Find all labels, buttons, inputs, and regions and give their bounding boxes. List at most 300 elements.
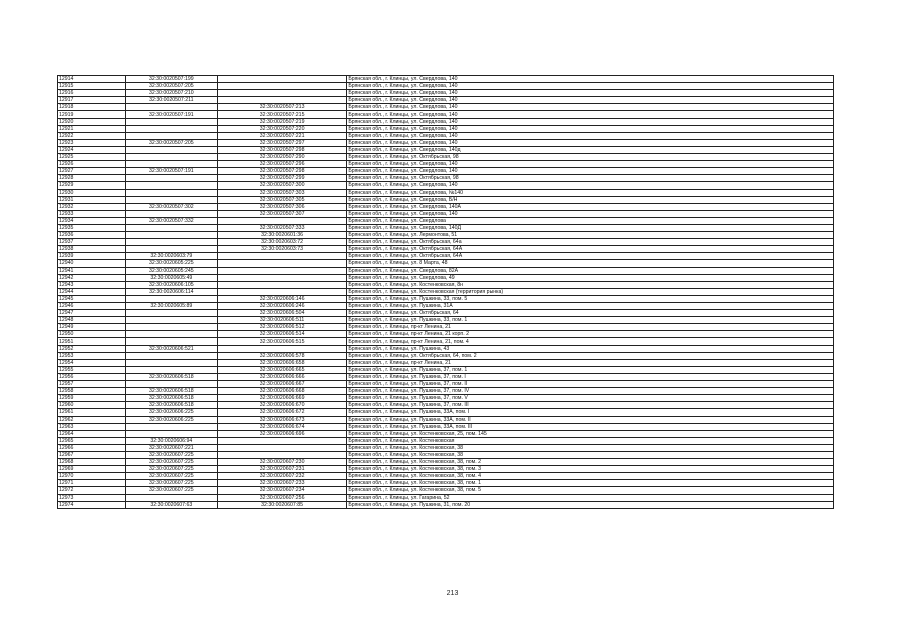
address-cell: Брянская обл., г. Клинцы, ул. Пушкина, 37, пом. V [347, 395, 834, 402]
land-cadastral-number-cell [125, 232, 217, 239]
address-cell: Брянская обл., г. Клинцы, ул. Свердлова, 140 [347, 104, 834, 111]
land-cadastral-number-cell [125, 246, 217, 253]
address-cell: Брянская обл., г. Клинцы, ул. Пушкина, 33А, пом. III [347, 423, 834, 430]
table-row [58, 480, 834, 487]
object-cadastral-number-cell [217, 83, 347, 90]
object-cadastral-number-cell: 32:30:0020507:303 [217, 189, 347, 196]
table-row [58, 373, 834, 380]
land-cadastral-number-cell: 32:30:0020607:225 [125, 459, 217, 466]
row-number-cell: 12921 [58, 125, 126, 132]
row-number-cell: 12931 [58, 196, 126, 203]
row-number-cell: 12965 [58, 437, 126, 444]
row-number-cell: 12915 [58, 83, 126, 90]
land-cadastral-number-cell [125, 224, 217, 231]
object-cadastral-number-cell: 32:30:0020507:333 [217, 224, 347, 231]
land-cadastral-number-cell: 32:30:0020507:205 [125, 83, 217, 90]
land-cadastral-number-cell [125, 182, 217, 189]
object-cadastral-number-cell: 32:30:0020606:668 [217, 388, 347, 395]
object-cadastral-number-cell: 32:30:0020606:512 [217, 324, 347, 331]
land-cadastral-number-cell [125, 331, 217, 338]
row-number-cell: 12972 [58, 487, 126, 494]
object-cadastral-number-cell: 32:30:0020601:36 [217, 232, 347, 239]
table-row [58, 203, 834, 210]
address-cell: Брянская обл., г. Клинцы, ул. Свердлова, 140 [347, 139, 834, 146]
address-cell: Брянская обл., г. Клинцы, ул. Свердлова, 140 [347, 90, 834, 97]
table-row [58, 189, 834, 196]
address-cell: Брянская обл., г. Клинцы, ул. Свердлова, №140 [347, 189, 834, 196]
object-cadastral-number-cell: 32:30:0020507:299 [217, 175, 347, 182]
address-cell: Брянская обл., г. Клинцы, ул. Пушкина, 37, пом. II [347, 381, 834, 388]
address-cell: Брянская обл., г. Клинцы, ул. Пушкина, 37, пом. 1 [347, 366, 834, 373]
table-row [58, 274, 834, 281]
row-number-cell: 12956 [58, 373, 126, 380]
address-cell: Брянская обл., г. Клинцы, ул. Свердлова, 140 [347, 125, 834, 132]
land-cadastral-number-cell [125, 146, 217, 153]
address-cell: Брянская обл., г. Клинцы, ул. Свердлова, 140 [347, 182, 834, 189]
table-row [58, 260, 834, 267]
table-row [58, 473, 834, 480]
address-cell: Брянская обл., г. Клинцы, ул. Свердлова, 140 [347, 118, 834, 125]
object-cadastral-number-cell: 32:30:0020606:672 [217, 409, 347, 416]
table-row [58, 182, 834, 189]
table-row [58, 239, 834, 246]
land-cadastral-number-cell: 32:30:0020606:518 [125, 388, 217, 395]
table-row [58, 288, 834, 295]
table-row [58, 423, 834, 430]
address-cell: Брянская обл., г. Клинцы, ул. Свердлова, 49 [347, 274, 834, 281]
row-number-cell: 12960 [58, 402, 126, 409]
address-cell: Брянская обл., г. Клинцы, ул. Костенковская, 25, пом. 145 [347, 430, 834, 437]
land-cadastral-number-cell [125, 317, 217, 324]
address-cell: Брянская обл., г. Клинцы, ул. Октябрьская, 64а [347, 239, 834, 246]
registry-table-body [58, 76, 834, 509]
land-cadastral-number-cell: 32:30:0020607:221 [125, 444, 217, 451]
address-cell: Брянская обл., г. Клинцы, ул. Пушкина, 33, пом. 5 [347, 295, 834, 302]
object-cadastral-number-cell: 32:30:0020507:307 [217, 210, 347, 217]
row-number-cell: 12932 [58, 203, 126, 210]
row-number-cell: 12926 [58, 161, 126, 168]
object-cadastral-number-cell: 32:30:0020607:232 [217, 473, 347, 480]
row-number-cell: 12967 [58, 451, 126, 458]
table-row [58, 161, 834, 168]
land-cadastral-number-cell [125, 352, 217, 359]
address-cell: Брянская обл., г. Клинцы, ул. Пушкина, 33А, пом. I [347, 409, 834, 416]
row-number-cell: 12929 [58, 182, 126, 189]
land-cadastral-number-cell: 32:30:0020607:63 [125, 501, 217, 508]
row-number-cell: 12919 [58, 111, 126, 118]
land-cadastral-number-cell: 32:30:0020607:225 [125, 451, 217, 458]
address-cell: Брянская обл., г. Клинцы, ул. Свердлова, Б/Н [347, 196, 834, 203]
address-cell: Брянская обл., г. Клинцы, ул. Костенковская, 38, пом. 5 [347, 487, 834, 494]
object-cadastral-number-cell: 32:30:0020507:219 [217, 118, 347, 125]
table-row [58, 118, 834, 125]
land-cadastral-number-cell [125, 310, 217, 317]
object-cadastral-number-cell: 32:30:0020507:305 [217, 196, 347, 203]
page-number: 213 [446, 590, 459, 597]
object-cadastral-number-cell: 32:30:0020507:290 [217, 154, 347, 161]
land-cadastral-number-cell: 32:30:0020606:94 [125, 437, 217, 444]
table-row [58, 146, 834, 153]
row-number-cell: 12920 [58, 118, 126, 125]
row-number-cell: 12950 [58, 331, 126, 338]
address-cell: Брянская обл., г. Клинцы, ул. Октябрьская, 64А [347, 246, 834, 253]
address-cell: Брянская обл., г. Клинцы, ул. Свердлова, 140 [347, 168, 834, 175]
address-cell: Брянская обл., г. Клинцы, ул. Пушкина, 31А [347, 303, 834, 310]
table-row [58, 402, 834, 409]
table-row [58, 430, 834, 437]
land-cadastral-number-cell: 32:30:0020606:518 [125, 402, 217, 409]
address-cell: Брянская обл., г. Клинцы, пр-кт Ленина, 21, пом. 4 [347, 338, 834, 345]
land-cadastral-number-cell [125, 430, 217, 437]
row-number-cell: 12946 [58, 303, 126, 310]
object-cadastral-number-cell [217, 97, 347, 104]
address-cell: Брянская обл., г. Клинцы, ул. Пушкина, 37, пом. IV [347, 388, 834, 395]
land-cadastral-number-cell: 32:30:0020507:302 [125, 203, 217, 210]
object-cadastral-number-cell: 32:30:0020606:665 [217, 366, 347, 373]
address-cell: Брянская обл., г. Клинцы, ул. Костенковская (территория рынка) [347, 288, 834, 295]
table-row [58, 196, 834, 203]
address-cell: Брянская обл., г. Клинцы, ул. Костенковская, 38, пом. 3 [347, 466, 834, 473]
table-row [58, 111, 834, 118]
object-cadastral-number-cell [217, 90, 347, 97]
land-cadastral-number-cell: 32:30:0020507:199 [125, 76, 217, 83]
table-row [58, 253, 834, 260]
row-number-cell: 12973 [58, 494, 126, 501]
land-cadastral-number-cell: 32:30:0020605:89 [125, 303, 217, 310]
row-number-cell: 12935 [58, 224, 126, 231]
address-cell: Брянская обл., г. Клинцы, ул. Пушкина, 33А, пом. II [347, 416, 834, 423]
table-row [58, 217, 834, 224]
address-cell: Брянская обл., г. Клинцы, ул. Свердлова, 82А [347, 267, 834, 274]
row-number-cell: 12971 [58, 480, 126, 487]
row-number-cell: 12951 [58, 338, 126, 345]
row-number-cell: 12937 [58, 239, 126, 246]
object-cadastral-number-cell: 32:30:0020606:696 [217, 430, 347, 437]
table-row [58, 175, 834, 182]
land-cadastral-number-cell [125, 423, 217, 430]
row-number-cell: 12963 [58, 423, 126, 430]
object-cadastral-number-cell [217, 76, 347, 83]
row-number-cell: 12934 [58, 217, 126, 224]
table-row [58, 324, 834, 331]
table-row [58, 501, 834, 508]
address-cell: Брянская обл., г. Клинцы, ул. Пушкина, 37, пом. I [347, 373, 834, 380]
object-cadastral-number-cell: 32:30:0020606:146 [217, 295, 347, 302]
object-cadastral-number-cell: 32:30:0020606:673 [217, 416, 347, 423]
table-row [58, 125, 834, 132]
land-cadastral-number-cell [125, 154, 217, 161]
row-number-cell: 12964 [58, 430, 126, 437]
row-number-cell: 12957 [58, 381, 126, 388]
row-number-cell: 12962 [58, 416, 126, 423]
object-cadastral-number-cell: 32:30:0020507:297 [217, 139, 347, 146]
land-cadastral-number-cell: 32:30:0020606:105 [125, 281, 217, 288]
address-cell: Брянская обл., г. Клинцы, ул. Костенковская, 38, пом. 2 [347, 459, 834, 466]
address-cell: Брянская обл., г. Клинцы, ул. Свердлова, 140 [347, 111, 834, 118]
row-number-cell: 12958 [58, 388, 126, 395]
row-number-cell: 12952 [58, 345, 126, 352]
row-number-cell: 12938 [58, 246, 126, 253]
land-cadastral-number-cell [125, 196, 217, 203]
object-cadastral-number-cell: 32:30:0020606:511 [217, 317, 347, 324]
table-row [58, 345, 834, 352]
row-number-cell: 12947 [58, 310, 126, 317]
object-cadastral-number-cell [217, 217, 347, 224]
object-cadastral-number-cell: 32:30:0020606:514 [217, 331, 347, 338]
table-row [58, 97, 834, 104]
table-row [58, 232, 834, 239]
table-row [58, 338, 834, 345]
object-cadastral-number-cell: 32:30:0020607:85 [217, 501, 347, 508]
land-cadastral-number-cell: 32:30:0020606:521 [125, 345, 217, 352]
table-row [58, 388, 834, 395]
row-number-cell: 12942 [58, 274, 126, 281]
land-cadastral-number-cell: 32:30:0020605:225 [125, 260, 217, 267]
object-cadastral-number-cell: 32:30:0020607:233 [217, 480, 347, 487]
table-row [58, 139, 834, 146]
row-number-cell: 12916 [58, 90, 126, 97]
land-cadastral-number-cell [125, 118, 217, 125]
table-row [58, 451, 834, 458]
row-number-cell: 12930 [58, 189, 126, 196]
address-cell: Брянская обл., г. Клинцы, ул. Свердлова, 140Д [347, 224, 834, 231]
table-row [58, 409, 834, 416]
object-cadastral-number-cell: 32:30:0020606:578 [217, 352, 347, 359]
address-cell: Брянская обл., г. Клинцы, ул. Лермонтова, 51 [347, 232, 834, 239]
table-row [58, 437, 834, 444]
object-cadastral-number-cell [217, 444, 347, 451]
table-row [58, 381, 834, 388]
land-cadastral-number-cell: 32:30:0020606:225 [125, 416, 217, 423]
address-cell: Брянская обл., г. Клинцы, ул. Пушкина, 31, пом. 20 [347, 501, 834, 508]
row-number-cell: 12949 [58, 324, 126, 331]
land-cadastral-number-cell: 32:30:0020607:225 [125, 487, 217, 494]
table-row [58, 352, 834, 359]
table-row [58, 331, 834, 338]
land-cadastral-number-cell: 32:30:0020605:245 [125, 267, 217, 274]
table-row [58, 459, 834, 466]
object-cadastral-number-cell: 32:30:0020606:666 [217, 373, 347, 380]
land-cadastral-number-cell [125, 324, 217, 331]
row-number-cell: 12936 [58, 232, 126, 239]
address-cell: Брянская обл., г. Клинцы, ул. Костенковская, 8н [347, 281, 834, 288]
table-row [58, 494, 834, 501]
table-row [58, 317, 834, 324]
address-cell: Брянская обл., г. Клинцы, ул. Пушкина, 43 [347, 345, 834, 352]
land-cadastral-number-cell [125, 366, 217, 373]
land-cadastral-number-cell: 32:30:0020605:49 [125, 274, 217, 281]
object-cadastral-number-cell: 32:30:0020603:73 [217, 246, 347, 253]
row-number-cell: 12954 [58, 359, 126, 366]
object-cadastral-number-cell: 32:30:0020607:231 [217, 466, 347, 473]
table-row [58, 246, 834, 253]
land-cadastral-number-cell [125, 494, 217, 501]
land-cadastral-number-cell [125, 295, 217, 302]
object-cadastral-number-cell [217, 345, 347, 352]
land-cadastral-number-cell [125, 239, 217, 246]
object-cadastral-number-cell: 32:30:0020607:234 [217, 487, 347, 494]
row-number-cell: 12968 [58, 459, 126, 466]
land-cadastral-number-cell [125, 338, 217, 345]
address-cell: Брянская обл., г. Клинцы, ул. Костенковская, 38 [347, 444, 834, 451]
row-number-cell: 12939 [58, 253, 126, 260]
object-cadastral-number-cell: 32:30:0020606:669 [217, 395, 347, 402]
land-cadastral-number-cell [125, 104, 217, 111]
address-cell: Брянская обл., г. Клинцы, ул. Свердлова, 140 [347, 97, 834, 104]
object-cadastral-number-cell: 32:30:0020603:72 [217, 239, 347, 246]
table-row [58, 83, 834, 90]
row-number-cell: 12941 [58, 267, 126, 274]
row-number-cell: 12969 [58, 466, 126, 473]
row-number-cell: 12945 [58, 295, 126, 302]
row-number-cell: 12953 [58, 352, 126, 359]
object-cadastral-number-cell: 32:30:0020507:215 [217, 111, 347, 118]
row-number-cell: 12925 [58, 154, 126, 161]
row-number-cell: 12961 [58, 409, 126, 416]
object-cadastral-number-cell: 32:30:0020507:298 [217, 146, 347, 153]
object-cadastral-number-cell: 32:30:0020606:246 [217, 303, 347, 310]
object-cadastral-number-cell [217, 267, 347, 274]
table-row [58, 359, 834, 366]
land-cadastral-number-cell [125, 175, 217, 182]
object-cadastral-number-cell: 32:30:0020507:296 [217, 161, 347, 168]
object-cadastral-number-cell [217, 437, 347, 444]
land-cadastral-number-cell [125, 161, 217, 168]
land-cadastral-number-cell: 32:30:0020507:205 [125, 139, 217, 146]
address-cell: Брянская обл., г. Клинцы, ул. Гагарина, 52 [347, 494, 834, 501]
object-cadastral-number-cell [217, 281, 347, 288]
object-cadastral-number-cell: 32:30:0020607:230 [217, 459, 347, 466]
object-cadastral-number-cell: 32:30:0020606:667 [217, 381, 347, 388]
row-number-cell: 12955 [58, 366, 126, 373]
address-cell: Брянская обл., г. Клинцы, ул. Октябрьская, 64, пом. 2 [347, 352, 834, 359]
object-cadastral-number-cell [217, 253, 347, 260]
address-cell: Брянская обл., г. Клинцы, ул. 8 Марта, 48 [347, 260, 834, 267]
land-cadastral-number-cell [125, 132, 217, 139]
row-number-cell: 12933 [58, 210, 126, 217]
address-cell: Брянская обл., г. Клинцы, ул. Костенковская, 38, пом. 4 [347, 473, 834, 480]
land-cadastral-number-cell: 32:30:0020606:518 [125, 395, 217, 402]
land-cadastral-number-cell: 32:30:0020607:225 [125, 480, 217, 487]
row-number-cell: 12948 [58, 317, 126, 324]
address-cell: Брянская обл., г. Клинцы, ул. Костенковская, 38, пом. 1 [347, 480, 834, 487]
row-number-cell: 12922 [58, 132, 126, 139]
table-row [58, 154, 834, 161]
object-cadastral-number-cell [217, 274, 347, 281]
object-cadastral-number-cell: 32:30:0020507:300 [217, 182, 347, 189]
address-cell: Брянская обл., г. Клинцы, пр-кт Ленина, 21 корп. 2 [347, 331, 834, 338]
address-cell: Брянская обл., г. Клинцы, ул. Октябрьская, 98 [347, 175, 834, 182]
row-number-cell: 12918 [58, 104, 126, 111]
row-number-cell: 12943 [58, 281, 126, 288]
object-cadastral-number-cell: 32:30:0020507:298 [217, 168, 347, 175]
land-cadastral-number-cell: 32:30:0020507:191 [125, 111, 217, 118]
address-cell: Брянская обл., г. Клинцы, ул. Костенковская [347, 437, 834, 444]
table-row [58, 104, 834, 111]
row-number-cell: 12923 [58, 139, 126, 146]
object-cadastral-number-cell: 32:30:0020606:504 [217, 310, 347, 317]
row-number-cell: 12927 [58, 168, 126, 175]
object-cadastral-number-cell: 32:30:0020606:670 [217, 402, 347, 409]
land-cadastral-number-cell: 32:30:0020606:518 [125, 373, 217, 380]
land-cadastral-number-cell: 32:30:0020607:225 [125, 466, 217, 473]
table-row [58, 416, 834, 423]
object-cadastral-number-cell [217, 260, 347, 267]
land-cadastral-number-cell: 32:30:0020507:210 [125, 90, 217, 97]
land-cadastral-number-cell: 32:30:0020507:191 [125, 168, 217, 175]
address-cell: Брянская обл., г. Клинцы, ул. Свердлова [347, 217, 834, 224]
land-cadastral-number-cell [125, 125, 217, 132]
table-row [58, 303, 834, 310]
address-cell: Брянская обл., г. Клинцы, пр-кт Ленина, 21 [347, 359, 834, 366]
table-row [58, 366, 834, 373]
address-cell: Брянская обл., г. Клинцы, ул. Октябрьская, 98 [347, 154, 834, 161]
row-number-cell: 12924 [58, 146, 126, 153]
land-cadastral-number-cell: 32:30:0020606:114 [125, 288, 217, 295]
object-cadastral-number-cell [217, 288, 347, 295]
address-cell: Брянская обл., г. Клинцы, ул. Свердлова, 140 [347, 76, 834, 83]
table-row [58, 444, 834, 451]
land-cadastral-number-cell [125, 189, 217, 196]
row-number-cell: 12970 [58, 473, 126, 480]
land-cadastral-number-cell: 32:30:0020606:225 [125, 409, 217, 416]
row-number-cell: 12944 [58, 288, 126, 295]
table-row [58, 466, 834, 473]
row-number-cell: 12928 [58, 175, 126, 182]
object-cadastral-number-cell: 32:30:0020507:213 [217, 104, 347, 111]
table-row [58, 168, 834, 175]
registry-table [57, 75, 834, 509]
land-cadastral-number-cell: 32:30:0020607:225 [125, 473, 217, 480]
object-cadastral-number-cell: 32:30:0020606:515 [217, 338, 347, 345]
address-cell: Брянская обл., г. Клинцы, ул. Свердлова, 140А [347, 203, 834, 210]
address-cell: Брянская обл., г. Клинцы, ул. Свердлова, 140д [347, 146, 834, 153]
object-cadastral-number-cell: 32:30:0020607:256 [217, 494, 347, 501]
address-cell: Брянская обл., г. Клинцы, ул. Свердлова, 140 [347, 83, 834, 90]
row-number-cell: 12914 [58, 76, 126, 83]
table-row [58, 267, 834, 274]
address-cell: Брянская обл., г. Клинцы, ул. Октябрьская, 64А [347, 253, 834, 260]
table-row [58, 310, 834, 317]
land-cadastral-number-cell: 32:30:0020507:211 [125, 97, 217, 104]
land-cadastral-number-cell [125, 381, 217, 388]
address-cell: Брянская обл., г. Клинцы, ул. Свердлова, 140 [347, 161, 834, 168]
address-cell: Брянская обл., г. Клинцы, пр-кт Ленина, 21 [347, 324, 834, 331]
object-cadastral-number-cell: 32:30:0020606:674 [217, 423, 347, 430]
address-cell: Брянская обл., г. Клинцы, ул. Пушкина, 33, пом. 1 [347, 317, 834, 324]
table-row [58, 295, 834, 302]
table-row [58, 487, 834, 494]
row-number-cell: 12966 [58, 444, 126, 451]
address-cell: Брянская обл., г. Клинцы, ул. Пушкина, 37, пом. III [347, 402, 834, 409]
table-row [58, 224, 834, 231]
table-row [58, 132, 834, 139]
row-number-cell: 12940 [58, 260, 126, 267]
address-cell: Брянская обл., г. Клинцы, ул. Свердлова, 140 [347, 132, 834, 139]
table-row [58, 76, 834, 83]
object-cadastral-number-cell: 32:30:0020606:658 [217, 359, 347, 366]
object-cadastral-number-cell: 32:30:0020507:220 [217, 125, 347, 132]
land-cadastral-number-cell [125, 359, 217, 366]
table-row [58, 210, 834, 217]
table-row [58, 281, 834, 288]
row-number-cell: 12974 [58, 501, 126, 508]
address-cell: Брянская обл., г. Клинцы, ул. Октябрьская, 64 [347, 310, 834, 317]
row-number-cell: 12917 [58, 97, 126, 104]
object-cadastral-number-cell: 32:30:0020507:306 [217, 203, 347, 210]
object-cadastral-number-cell: 32:30:0020507:221 [217, 132, 347, 139]
row-number-cell: 12959 [58, 395, 126, 402]
